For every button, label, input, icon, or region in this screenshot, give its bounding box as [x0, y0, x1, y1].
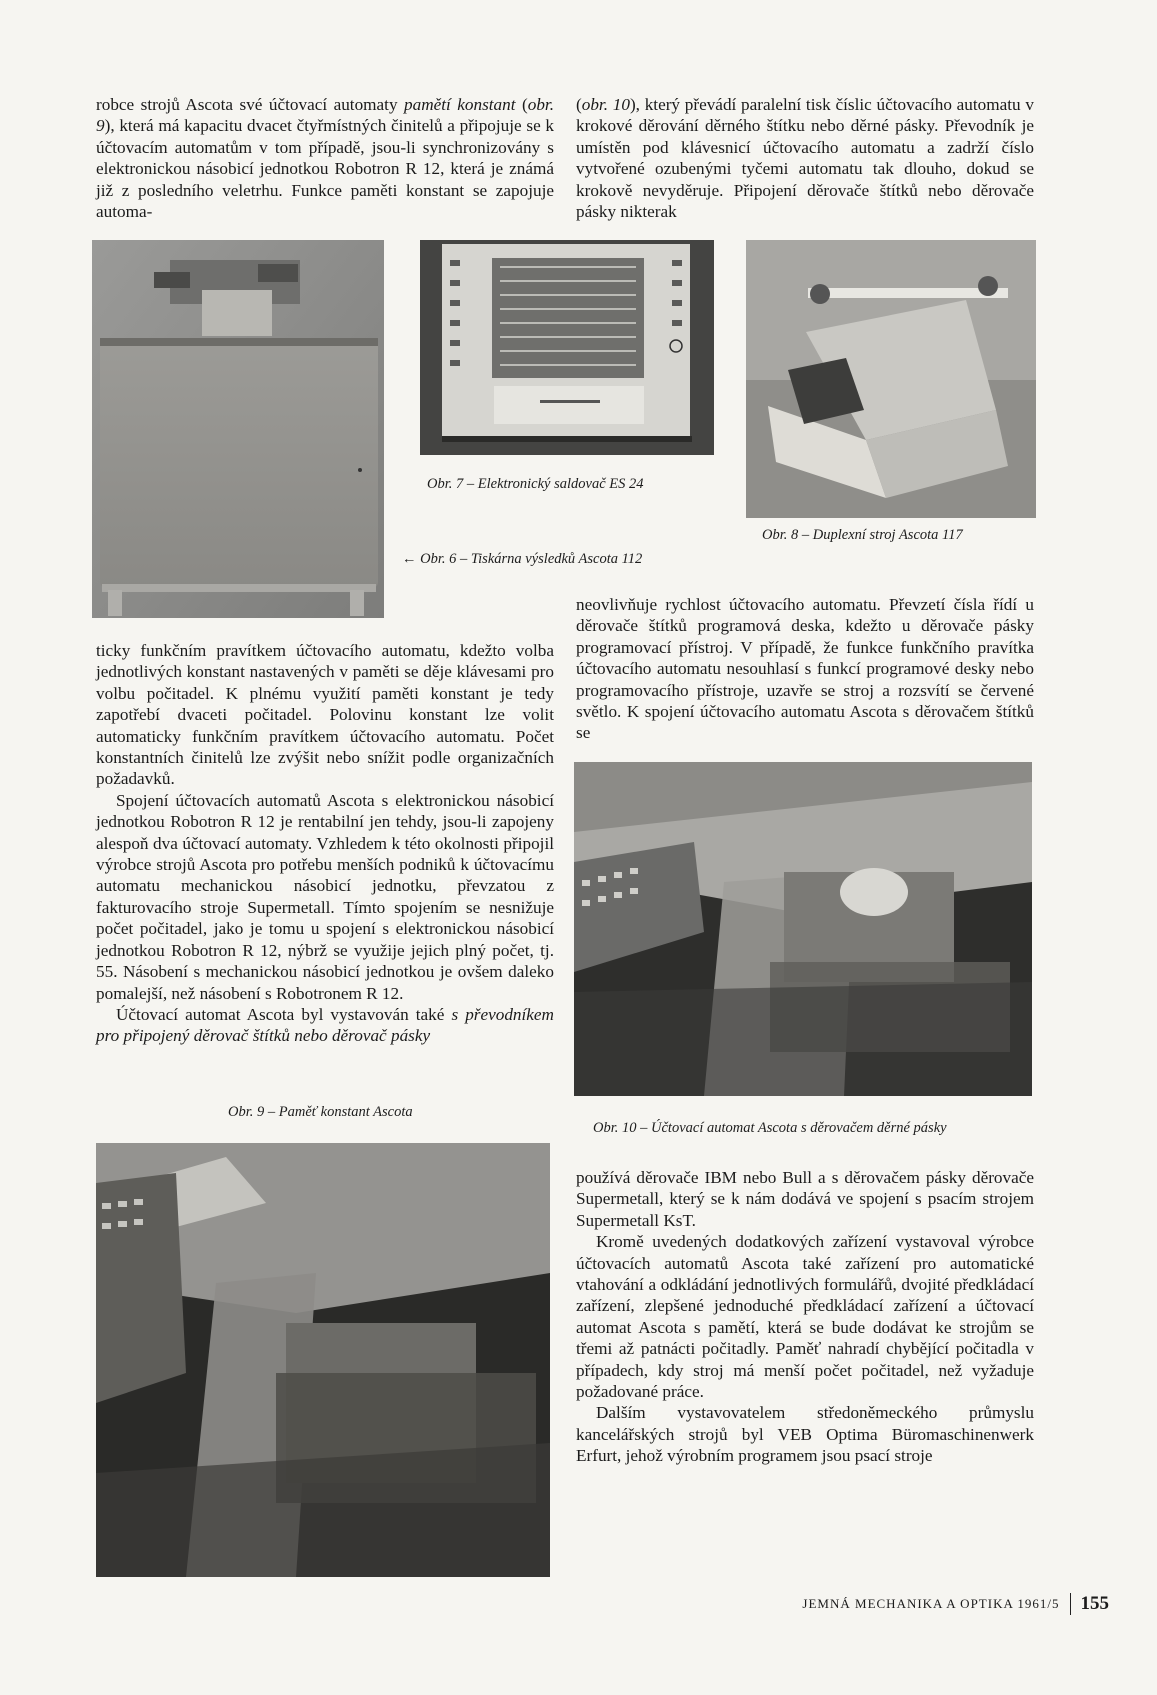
emphasis-text: obr. 9 [96, 95, 554, 136]
paragraph [576, 94, 1034, 222]
paragraph-text: ( [515, 95, 528, 114]
paragraph-text: ( [576, 95, 582, 114]
paragraph: používá děrovače IBM nebo Bull a s děrovačem pásky děrovače Supermetall, který se k nám dodává ve spojení s psacím strojem Supermetall KsT. [576, 1168, 1034, 1230]
column-2-bottom-text [576, 1167, 1034, 1467]
column-1-middle-text [96, 640, 554, 1047]
figure-9-caption: Obr. 9 – Paměť konstant Ascota [228, 1104, 413, 1120]
column-2-top-text [576, 94, 1034, 222]
emphasis-text: pamětí konstant [404, 95, 516, 114]
paragraph-text: ), která má kapacitu dvacet čtyřmístných činitelů a připojuje se k účtovacím automatům v tom případě, jsou-li synchronizovány s elektronickou násobicí jednotkou Robotron R 12, která je známá již z posledního veletrhu. Funkce paměti konstant se zapojuje automa- [96, 116, 554, 222]
page-number: 155 [1080, 1593, 1109, 1614]
figure-6-photo [92, 240, 384, 618]
figure-10-caption: Obr. 10 – Účtovací automat Ascota s děrovačem děrné pásky [593, 1120, 947, 1136]
footer-divider [1070, 1593, 1071, 1615]
figure-7-caption: Obr. 7 – Elektronický saldovač ES 24 [427, 476, 644, 492]
paragraph-text: robce strojů Ascota své účtovací automaty [96, 95, 405, 114]
paragraph: Spojení účtovacích automatů Ascota s elektronickou násobicí jednotkou Robotron R 12 je rentabilní jen tehdy, jsou-li zapojeny alespoň dva účtovací automaty. Vzhledem k této okolnosti připojil výrobce strojů Ascota pro potřebu menších podniků k účtovacímu automatu mechanickou násobicí jednotku, převzatou z fakturovacího stroje Supermetall. Tímto spojením se nesnižuje počet počitadel, jako je tomu u spojení s elektronickou násobicí jednotkou Robotron R 12, nýbrž se využije jejich plný počet, tj. 55. Násobení s mechanickou násobicí jednotkou je ovšem daleko pomalejší, než násobení s Robotronem R 12. [96, 790, 554, 1003]
paragraph [96, 1004, 554, 1047]
column-1-top-text [96, 94, 554, 222]
paragraph [96, 94, 554, 222]
figure-10-photo [574, 762, 1032, 1096]
emphasis-text: s převodníkem pro připojený děrovač štítků nebo děrovač pásky [96, 1004, 554, 1046]
figure-7-photo [420, 240, 714, 455]
figure-8-caption: Obr. 8 – Duplexní stroj Ascota 117 [762, 527, 963, 543]
column-2-middle-text [576, 594, 1034, 744]
journal-title: JEMNÁ MECHANIKA A OPTIKA 1961/5 [802, 1596, 1060, 1611]
paragraph: Kromě uvedených dodatkových zařízení vystavoval výrobce účtovacích automatů Ascota také zařízení pro automatické vtahování a odkládání jednotlivých formulářů, dvojité předkládací zařízení, zlepšené jednoduché předkládací zařízení a účtovací automat Ascota s pamětí, která se bude dodávat ke strojům se třemi až patnácti počitadly. Paměť nahradí chybějící počitadla v případech, kdy stroj má menší počet počitadel, než vyžaduje požadované práce. [576, 1232, 1034, 1402]
paragraph: Dalším vystavovatelem středoněmeckého průmyslu kancelářských strojů byl VEB Optima Büromaschinenwerk Erfurt, jehož výrobním programem jsou psací stroje [576, 1403, 1034, 1466]
paragraph: neovlivňuje rychlost účtovacího automatu. Převzetí čísla řídí u děrovače štítků programová deska, kdežto u děrovače pásky programovací přístroj. V případě, že funkce funkčního pravítka účtovacího automatu nesouhlasí s funkcí programové desky nebo programovacího přístroje, uzavře se stroj a rozsvítí se červené světlo. K spojení účtovacího automatu Ascota s děrovačem štítků se [576, 595, 1034, 743]
figure-9-photo [96, 1143, 550, 1577]
figure-6-caption: ← Obr. 6 – Tiskárna výsledků Ascota 112 [402, 551, 643, 567]
page-footer [802, 1593, 1109, 1615]
paragraph: ticky funkčním pravítkem účtovacího automatu, kdežto volba jednotlivých konstant nastavených v paměti se děje klávesami pro volbu počitadel. K plnému využití paměti konstant je tedy zapotřebí dvaceti počitadel. Polovinu konstant lze volit automaticky funkčním pravítkem účtovacího automatu. Počet konstantních činitelů lze zvýšit nebo snížit podle organizačních požadavků. [96, 641, 554, 789]
paragraph-text: Účtovací automat Ascota byl vystavován také [116, 1004, 452, 1024]
paragraph-text: ), který převádí paralelní tisk číslic účtovacího automatu v krokové děrování děrného štítku nebo děrné pásky. Převodník je umístěn pod klávesnicí účtovacího automatu a zadrží číslo vytvořené ozubenými tyčemi automatu tak dlouho, dokud se krokově nevyděruje. Připojení děrovače štítků nebo děrovače pásky nikterak [576, 95, 1034, 222]
emphasis-text: obr. 10 [581, 95, 630, 114]
figure-8-photo [746, 240, 1036, 518]
